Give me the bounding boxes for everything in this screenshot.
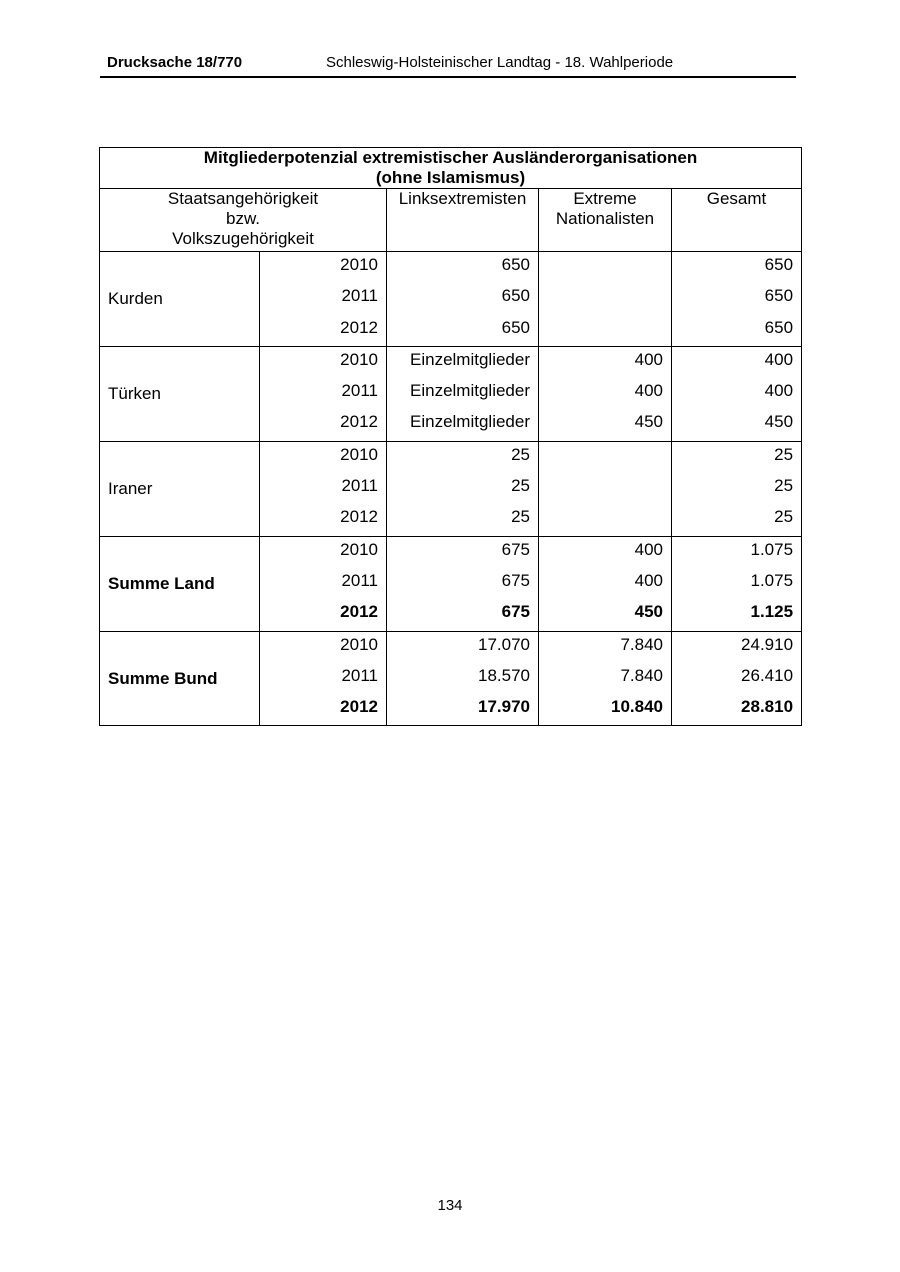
table-row: [100, 346, 802, 441]
group-name: Kurden: [100, 252, 260, 347]
table-row: [100, 631, 802, 726]
membership-table: [99, 147, 802, 726]
page-number: 134: [437, 1197, 463, 1214]
total-values: 400 400 450: [672, 346, 802, 441]
document-number: Drucksache 18/770: [107, 54, 243, 71]
left-extremists-values: 675 675 675: [387, 536, 539, 631]
group-name: Summe Bund: [100, 631, 260, 726]
table-row: [100, 536, 802, 631]
column-header-nationality: Staatsangehörigkeit bzw. Volkszugehörigkeit: [100, 189, 387, 252]
page-header: [100, 52, 796, 78]
nationalists-values: [539, 252, 672, 347]
left-extremists-values: 25 25 25: [387, 441, 539, 536]
table-row: [100, 441, 802, 536]
nationalists-values: 7.840 7.840 10.840: [539, 631, 672, 726]
parliament-title: Schleswig-Holsteinischer Landtag - 18. Wahlperiode: [326, 54, 674, 71]
total-values: 650 650 650: [672, 252, 802, 347]
year-column: 2010 2011 2012: [260, 536, 387, 631]
group-name: Iraner: [100, 441, 260, 536]
year-column: 2010 2011 2012: [260, 631, 387, 726]
left-extremists-values: Einzelmitglieder Einzelmitglieder Einzelmitglieder: [387, 346, 539, 441]
group-name: Summe Land: [100, 536, 260, 631]
total-values: 25 25 25: [672, 441, 802, 536]
table-row: [100, 252, 802, 347]
column-header-left-extremists: Linksextremisten: [387, 189, 539, 252]
nationalists-values: 400 400 450: [539, 536, 672, 631]
year-column: 2010 2011 2012: [260, 441, 387, 536]
left-extremists-values: 17.070 18.570 17.970: [387, 631, 539, 726]
column-header-total: Gesamt: [672, 189, 802, 252]
nationalists-values: [539, 441, 672, 536]
year-column: 2010 2011 2012: [260, 252, 387, 347]
year-column: 2010 2011 2012: [260, 346, 387, 441]
column-header-extreme-nationalists: Extreme Nationalisten: [539, 189, 672, 252]
table-title: Mitgliederpotenzial extremistischer Ausländerorganisationen (ohne Islamismus): [100, 148, 802, 189]
total-values: 24.910 26.410 28.810: [672, 631, 802, 726]
nationalists-values: 400 400 450: [539, 346, 672, 441]
group-name: Türken: [100, 346, 260, 441]
left-extremists-values: 650 650 650: [387, 252, 539, 347]
total-values: 1.075 1.075 1.125: [672, 536, 802, 631]
